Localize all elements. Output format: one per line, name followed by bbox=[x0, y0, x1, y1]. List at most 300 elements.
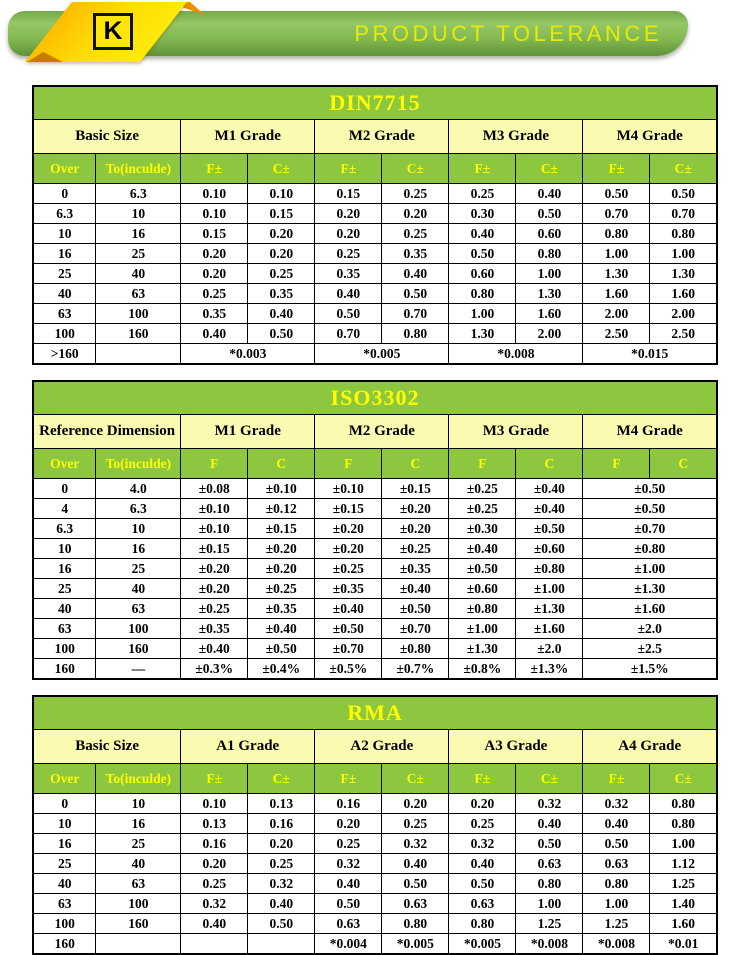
column-subheader: Over bbox=[33, 449, 96, 479]
subheader-row bbox=[33, 449, 717, 479]
size-header: Basic Size bbox=[33, 120, 181, 154]
data-cell: 0.20 bbox=[382, 204, 449, 224]
data-cell: ±0.80 bbox=[382, 639, 449, 659]
data-cell: 63 bbox=[33, 619, 96, 639]
data-cell: 0.25 bbox=[181, 284, 248, 304]
data-cell: 2.50 bbox=[583, 324, 650, 344]
data-cell: 0.80 bbox=[449, 914, 516, 934]
data-cell: 0.63 bbox=[315, 914, 382, 934]
data-cell: 1.30 bbox=[583, 264, 650, 284]
data-cell: 0.25 bbox=[315, 244, 382, 264]
data-cell: 16 bbox=[33, 834, 96, 854]
data-cell: ±1.00 bbox=[449, 619, 516, 639]
data-cell: 0.80 bbox=[650, 224, 717, 244]
column-subheader: F bbox=[181, 449, 248, 479]
data-cell: 0.80 bbox=[583, 874, 650, 894]
data-cell: ±1.30 bbox=[516, 599, 583, 619]
data-cell: ±0.35 bbox=[248, 599, 315, 619]
column-subheader: C± bbox=[650, 154, 717, 184]
data-cell: ±0.50 bbox=[315, 619, 382, 639]
column-subheader: To(inculde) bbox=[96, 764, 181, 794]
data-cell: ±0.40 bbox=[315, 599, 382, 619]
column-subheader: Over bbox=[33, 154, 96, 184]
data-cell: 160 bbox=[96, 639, 181, 659]
data-cell: 16 bbox=[33, 559, 96, 579]
data-cell: ±0.10 bbox=[181, 519, 248, 539]
title-row bbox=[33, 696, 717, 730]
tolerance-table-din7715 bbox=[32, 85, 718, 365]
data-cell: *0.008 bbox=[583, 934, 650, 955]
data-cell: 0.20 bbox=[248, 834, 315, 854]
data-cell: 100 bbox=[96, 304, 181, 324]
data-cell: 16 bbox=[96, 814, 181, 834]
data-cell: ±0.25 bbox=[449, 479, 516, 499]
data-cell: 0.40 bbox=[449, 854, 516, 874]
data-cell: 1.25 bbox=[516, 914, 583, 934]
data-row bbox=[33, 854, 717, 874]
data-cell: 0.20 bbox=[449, 794, 516, 814]
data-cell: 10 bbox=[33, 539, 96, 559]
data-cell: 100 bbox=[96, 894, 181, 914]
data-cell: 10 bbox=[33, 814, 96, 834]
data-cell: 0.40 bbox=[315, 284, 382, 304]
data-cell: 0.20 bbox=[248, 224, 315, 244]
data-cell: 0.32 bbox=[583, 794, 650, 814]
column-subheader: F± bbox=[583, 154, 650, 184]
column-subheader: C± bbox=[516, 764, 583, 794]
data-cell: ±0.50 bbox=[248, 639, 315, 659]
data-cell: 0.40 bbox=[315, 874, 382, 894]
data-cell: 2.00 bbox=[583, 304, 650, 324]
data-cell: ±0.7% bbox=[382, 659, 449, 680]
data-cell: 0.70 bbox=[315, 324, 382, 344]
data-cell: 16 bbox=[96, 539, 181, 559]
data-cell: ±0.4% bbox=[248, 659, 315, 680]
data-cell: ±1.00 bbox=[516, 579, 583, 599]
data-row bbox=[33, 619, 717, 639]
data-row bbox=[33, 934, 717, 955]
data-cell: 1.60 bbox=[650, 284, 717, 304]
data-cell: 0.35 bbox=[181, 304, 248, 324]
size-header: Basic Size bbox=[33, 730, 181, 764]
data-cell: *0.005 bbox=[315, 344, 449, 365]
data-cell: 1.30 bbox=[516, 284, 583, 304]
data-cell: 40 bbox=[33, 874, 96, 894]
data-cell: 0.50 bbox=[382, 874, 449, 894]
column-subheader: Over bbox=[33, 764, 96, 794]
data-cell: *0.008 bbox=[449, 344, 583, 365]
data-cell: 0.25 bbox=[449, 184, 516, 204]
data-cell: 0.10 bbox=[248, 184, 315, 204]
data-cell: 0.50 bbox=[449, 874, 516, 894]
data-row bbox=[33, 264, 717, 284]
column-subheader: C± bbox=[248, 764, 315, 794]
data-cell: 160 bbox=[96, 914, 181, 934]
tables-section bbox=[0, 85, 750, 955]
data-cell: 1.00 bbox=[449, 304, 516, 324]
data-cell: 0.32 bbox=[449, 834, 516, 854]
column-subheader: C± bbox=[650, 764, 717, 794]
data-cell: ±1.3% bbox=[516, 659, 583, 680]
data-cell: 0.50 bbox=[315, 304, 382, 324]
data-cell: 63 bbox=[96, 874, 181, 894]
data-cell: 0.50 bbox=[583, 834, 650, 854]
data-cell: 1.30 bbox=[449, 324, 516, 344]
grade-header-row bbox=[33, 415, 717, 449]
data-cell: ±0.20 bbox=[181, 579, 248, 599]
grade-header: A1 Grade bbox=[181, 730, 315, 764]
data-cell: ±1.30 bbox=[583, 579, 717, 599]
data-cell: 160 bbox=[33, 934, 96, 955]
data-cell: ±0.35 bbox=[315, 579, 382, 599]
data-cell: 1.25 bbox=[650, 874, 717, 894]
data-cell: ±1.60 bbox=[516, 619, 583, 639]
data-cell: ±0.10 bbox=[181, 499, 248, 519]
grade-header: A4 Grade bbox=[583, 730, 717, 764]
data-cell: 0.15 bbox=[248, 204, 315, 224]
column-subheader: C bbox=[382, 449, 449, 479]
data-cell: 25 bbox=[33, 579, 96, 599]
data-cell: 0.25 bbox=[248, 854, 315, 874]
data-row bbox=[33, 874, 717, 894]
grade-header: M3 Grade bbox=[449, 415, 583, 449]
data-row bbox=[33, 539, 717, 559]
column-subheader: F± bbox=[449, 154, 516, 184]
data-cell: 0 bbox=[33, 479, 96, 499]
data-cell: 0.40 bbox=[248, 304, 315, 324]
data-cell: 0.60 bbox=[516, 224, 583, 244]
data-cell: *0.003 bbox=[181, 344, 315, 365]
data-row bbox=[33, 479, 717, 499]
grade-header: M4 Grade bbox=[583, 120, 717, 154]
data-cell: 0 bbox=[33, 794, 96, 814]
data-cell: 0.40 bbox=[382, 264, 449, 284]
data-cell: 6.3 bbox=[33, 519, 96, 539]
column-subheader: C± bbox=[382, 154, 449, 184]
data-row bbox=[33, 204, 717, 224]
data-cell: ±0.50 bbox=[516, 519, 583, 539]
data-cell: 16 bbox=[96, 224, 181, 244]
data-cell: ±0.15 bbox=[181, 539, 248, 559]
data-cell: ±0.50 bbox=[382, 599, 449, 619]
data-row bbox=[33, 814, 717, 834]
data-cell: 0.63 bbox=[583, 854, 650, 874]
data-cell bbox=[96, 934, 181, 955]
data-cell: 0.13 bbox=[248, 794, 315, 814]
data-cell: ±0.40 bbox=[382, 579, 449, 599]
data-cell: 0.40 bbox=[516, 814, 583, 834]
data-cell: 0.50 bbox=[315, 894, 382, 914]
data-cell: ±0.35 bbox=[181, 619, 248, 639]
data-cell: 40 bbox=[33, 284, 96, 304]
data-cell: 1.25 bbox=[583, 914, 650, 934]
data-row bbox=[33, 579, 717, 599]
column-subheader: F± bbox=[583, 764, 650, 794]
data-cell: ±0.10 bbox=[248, 479, 315, 499]
data-cell: 0.32 bbox=[181, 894, 248, 914]
data-cell: ±0.20 bbox=[248, 539, 315, 559]
data-cell: ±0.70 bbox=[583, 519, 717, 539]
data-cell: ±0.50 bbox=[449, 559, 516, 579]
data-cell: 0.30 bbox=[449, 204, 516, 224]
data-cell: ±0.40 bbox=[516, 499, 583, 519]
data-cell: 40 bbox=[96, 264, 181, 284]
grade-header: M4 Grade bbox=[583, 415, 717, 449]
data-cell: ±1.5% bbox=[583, 659, 717, 680]
data-cell: 0.20 bbox=[315, 814, 382, 834]
column-subheader: F± bbox=[315, 154, 382, 184]
data-cell: ±1.60 bbox=[583, 599, 717, 619]
data-cell: ±2.5 bbox=[583, 639, 717, 659]
title-row bbox=[33, 381, 717, 415]
data-cell: 1.00 bbox=[583, 244, 650, 264]
data-cell: 160 bbox=[33, 659, 96, 680]
data-cell: 0.20 bbox=[248, 244, 315, 264]
data-cell: 0.40 bbox=[181, 914, 248, 934]
data-cell: 0.60 bbox=[449, 264, 516, 284]
data-cell: 1.60 bbox=[583, 284, 650, 304]
grade-header: M3 Grade bbox=[449, 120, 583, 154]
data-cell: *0.008 bbox=[516, 934, 583, 955]
data-cell: ±0.20 bbox=[181, 559, 248, 579]
data-cell: 0.40 bbox=[382, 854, 449, 874]
data-row bbox=[33, 224, 717, 244]
column-subheader: F± bbox=[315, 764, 382, 794]
column-subheader: F± bbox=[449, 764, 516, 794]
data-cell: 0 bbox=[33, 184, 96, 204]
page-title: PRODUCT TOLERANCE bbox=[354, 20, 662, 46]
data-row bbox=[33, 639, 717, 659]
data-cell: ±0.20 bbox=[382, 519, 449, 539]
data-cell: 0.70 bbox=[382, 304, 449, 324]
column-subheader: C± bbox=[516, 154, 583, 184]
data-cell: ±0.30 bbox=[449, 519, 516, 539]
data-cell: ±0.3% bbox=[181, 659, 248, 680]
data-cell: 0.50 bbox=[516, 204, 583, 224]
data-cell: 0.16 bbox=[181, 834, 248, 854]
data-cell: 100 bbox=[33, 324, 96, 344]
data-cell: 63 bbox=[33, 304, 96, 324]
data-cell: 0.10 bbox=[181, 204, 248, 224]
data-cell: ±0.15 bbox=[382, 479, 449, 499]
data-cell: 40 bbox=[33, 599, 96, 619]
data-cell: 100 bbox=[33, 639, 96, 659]
data-cell: 0.32 bbox=[248, 874, 315, 894]
data-cell: 160 bbox=[96, 324, 181, 344]
data-cell: 0.50 bbox=[650, 184, 717, 204]
grade-header: M2 Grade bbox=[315, 415, 449, 449]
data-cell: ±0.50 bbox=[583, 499, 717, 519]
data-row bbox=[33, 499, 717, 519]
data-cell: 0.20 bbox=[181, 244, 248, 264]
data-cell: *0.005 bbox=[449, 934, 516, 955]
data-row bbox=[33, 794, 717, 814]
data-cell: 25 bbox=[96, 244, 181, 264]
data-cell: 63 bbox=[96, 599, 181, 619]
column-subheader: To(inculde) bbox=[96, 449, 181, 479]
data-row bbox=[33, 894, 717, 914]
grade-header: M1 Grade bbox=[181, 415, 315, 449]
data-cell: 0.25 bbox=[181, 874, 248, 894]
data-cell: ±0.80 bbox=[449, 599, 516, 619]
data-cell: *0.005 bbox=[382, 934, 449, 955]
data-cell: 0.35 bbox=[382, 244, 449, 264]
data-cell: — bbox=[96, 659, 181, 680]
data-cell: 40 bbox=[96, 854, 181, 874]
data-cell: 100 bbox=[33, 914, 96, 934]
column-subheader: F bbox=[583, 449, 650, 479]
data-cell: 63 bbox=[96, 284, 181, 304]
data-cell: 1.00 bbox=[583, 894, 650, 914]
data-cell: 0.16 bbox=[315, 794, 382, 814]
table-title: ISO3302 bbox=[33, 381, 717, 415]
data-row bbox=[33, 284, 717, 304]
data-cell: ±0.80 bbox=[583, 539, 717, 559]
data-cell: 2.00 bbox=[516, 324, 583, 344]
data-cell: 0.80 bbox=[650, 794, 717, 814]
data-row bbox=[33, 659, 717, 680]
data-cell bbox=[181, 934, 248, 955]
data-cell: *0.015 bbox=[583, 344, 717, 365]
data-cell: ±0.25 bbox=[449, 499, 516, 519]
grade-header-row bbox=[33, 120, 717, 154]
data-cell: 0.63 bbox=[449, 894, 516, 914]
data-cell: 1.30 bbox=[650, 264, 717, 284]
grade-header: A2 Grade bbox=[315, 730, 449, 764]
data-cell: ±0.5% bbox=[315, 659, 382, 680]
brand-logo bbox=[93, 13, 133, 50]
data-cell: 0.50 bbox=[583, 184, 650, 204]
data-cell: ±0.10 bbox=[315, 479, 382, 499]
data-cell: 0.50 bbox=[248, 324, 315, 344]
data-cell: 0.63 bbox=[516, 854, 583, 874]
data-cell: 0.80 bbox=[382, 324, 449, 344]
column-subheader: To(inculde) bbox=[96, 154, 181, 184]
column-subheader: C bbox=[516, 449, 583, 479]
data-cell: ±0.70 bbox=[315, 639, 382, 659]
column-subheader: F bbox=[449, 449, 516, 479]
grade-header-row bbox=[33, 730, 717, 764]
data-cell: ±0.12 bbox=[248, 499, 315, 519]
data-cell: *0.01 bbox=[650, 934, 717, 955]
data-cell: 0.40 bbox=[248, 894, 315, 914]
data-cell: 0.63 bbox=[382, 894, 449, 914]
data-cell: 0.25 bbox=[449, 814, 516, 834]
column-subheader: F± bbox=[181, 764, 248, 794]
data-cell: 0.50 bbox=[248, 914, 315, 934]
data-cell: 0.80 bbox=[449, 284, 516, 304]
title-row bbox=[33, 86, 717, 120]
data-cell: 0.25 bbox=[382, 814, 449, 834]
data-cell: ±0.15 bbox=[315, 499, 382, 519]
tolerance-table-rma bbox=[32, 695, 718, 955]
data-cell: 0.32 bbox=[315, 854, 382, 874]
data-cell: 0.50 bbox=[449, 244, 516, 264]
data-cell: ±0.40 bbox=[248, 619, 315, 639]
data-cell bbox=[96, 344, 181, 365]
data-cell: 0.32 bbox=[382, 834, 449, 854]
data-cell: 0.25 bbox=[382, 224, 449, 244]
data-cell: 0.80 bbox=[516, 874, 583, 894]
column-subheader: F± bbox=[181, 154, 248, 184]
data-cell: 10 bbox=[96, 519, 181, 539]
column-subheader: C± bbox=[248, 154, 315, 184]
data-cell: 6.3 bbox=[96, 499, 181, 519]
data-cell: 1.12 bbox=[650, 854, 717, 874]
data-cell: 40 bbox=[96, 579, 181, 599]
data-cell: ±0.08 bbox=[181, 479, 248, 499]
data-cell: 0.35 bbox=[248, 284, 315, 304]
data-cell: ±0.20 bbox=[382, 499, 449, 519]
data-cell: 0.32 bbox=[516, 794, 583, 814]
data-cell: ±0.25 bbox=[382, 539, 449, 559]
data-cell: 0.50 bbox=[516, 834, 583, 854]
data-cell: ±0.60 bbox=[516, 539, 583, 559]
data-cell: *0.004 bbox=[315, 934, 382, 955]
data-cell: 0.15 bbox=[181, 224, 248, 244]
column-subheader: C bbox=[650, 449, 717, 479]
data-cell: 0.50 bbox=[382, 284, 449, 304]
subheader-row bbox=[33, 764, 717, 794]
data-row bbox=[33, 914, 717, 934]
grade-header: A3 Grade bbox=[449, 730, 583, 764]
data-cell: ±0.40 bbox=[449, 539, 516, 559]
data-cell: 0.16 bbox=[248, 814, 315, 834]
grade-header: M1 Grade bbox=[181, 120, 315, 154]
data-cell: 100 bbox=[96, 619, 181, 639]
data-cell: 4 bbox=[33, 499, 96, 519]
data-cell: ±2.0 bbox=[516, 639, 583, 659]
data-cell: ±0.20 bbox=[248, 559, 315, 579]
data-cell: 25 bbox=[33, 264, 96, 284]
data-cell: ±0.25 bbox=[315, 559, 382, 579]
data-cell: ±0.15 bbox=[248, 519, 315, 539]
subheader-row bbox=[33, 154, 717, 184]
data-row bbox=[33, 324, 717, 344]
data-cell: 0.70 bbox=[583, 204, 650, 224]
data-cell: 10 bbox=[96, 204, 181, 224]
data-cell: 1.60 bbox=[516, 304, 583, 324]
data-cell: 0.35 bbox=[315, 264, 382, 284]
data-cell: 0.40 bbox=[516, 184, 583, 204]
data-cell: ±0.80 bbox=[516, 559, 583, 579]
size-header: Reference Dimension bbox=[33, 415, 181, 449]
column-subheader: F bbox=[315, 449, 382, 479]
table-title: RMA bbox=[33, 696, 717, 730]
data-row bbox=[33, 244, 717, 264]
data-cell: ±0.40 bbox=[516, 479, 583, 499]
tolerance-table-iso3302 bbox=[32, 380, 718, 680]
data-cell: 0.10 bbox=[181, 794, 248, 814]
data-cell: 25 bbox=[96, 834, 181, 854]
data-cell: 0.80 bbox=[516, 244, 583, 264]
data-row bbox=[33, 184, 717, 204]
data-cell: 6.3 bbox=[33, 204, 96, 224]
data-cell: ±0.40 bbox=[181, 639, 248, 659]
data-cell: 6.3 bbox=[96, 184, 181, 204]
data-cell: 0.25 bbox=[382, 184, 449, 204]
data-cell: 1.00 bbox=[650, 244, 717, 264]
data-cell: 1.40 bbox=[650, 894, 717, 914]
data-cell: 0.70 bbox=[650, 204, 717, 224]
data-cell: 2.50 bbox=[650, 324, 717, 344]
data-cell: 0.40 bbox=[449, 224, 516, 244]
data-cell: 25 bbox=[33, 854, 96, 874]
data-cell: ±0.25 bbox=[181, 599, 248, 619]
data-cell: ±0.35 bbox=[382, 559, 449, 579]
data-cell: 1.60 bbox=[650, 914, 717, 934]
banner bbox=[0, 0, 750, 85]
